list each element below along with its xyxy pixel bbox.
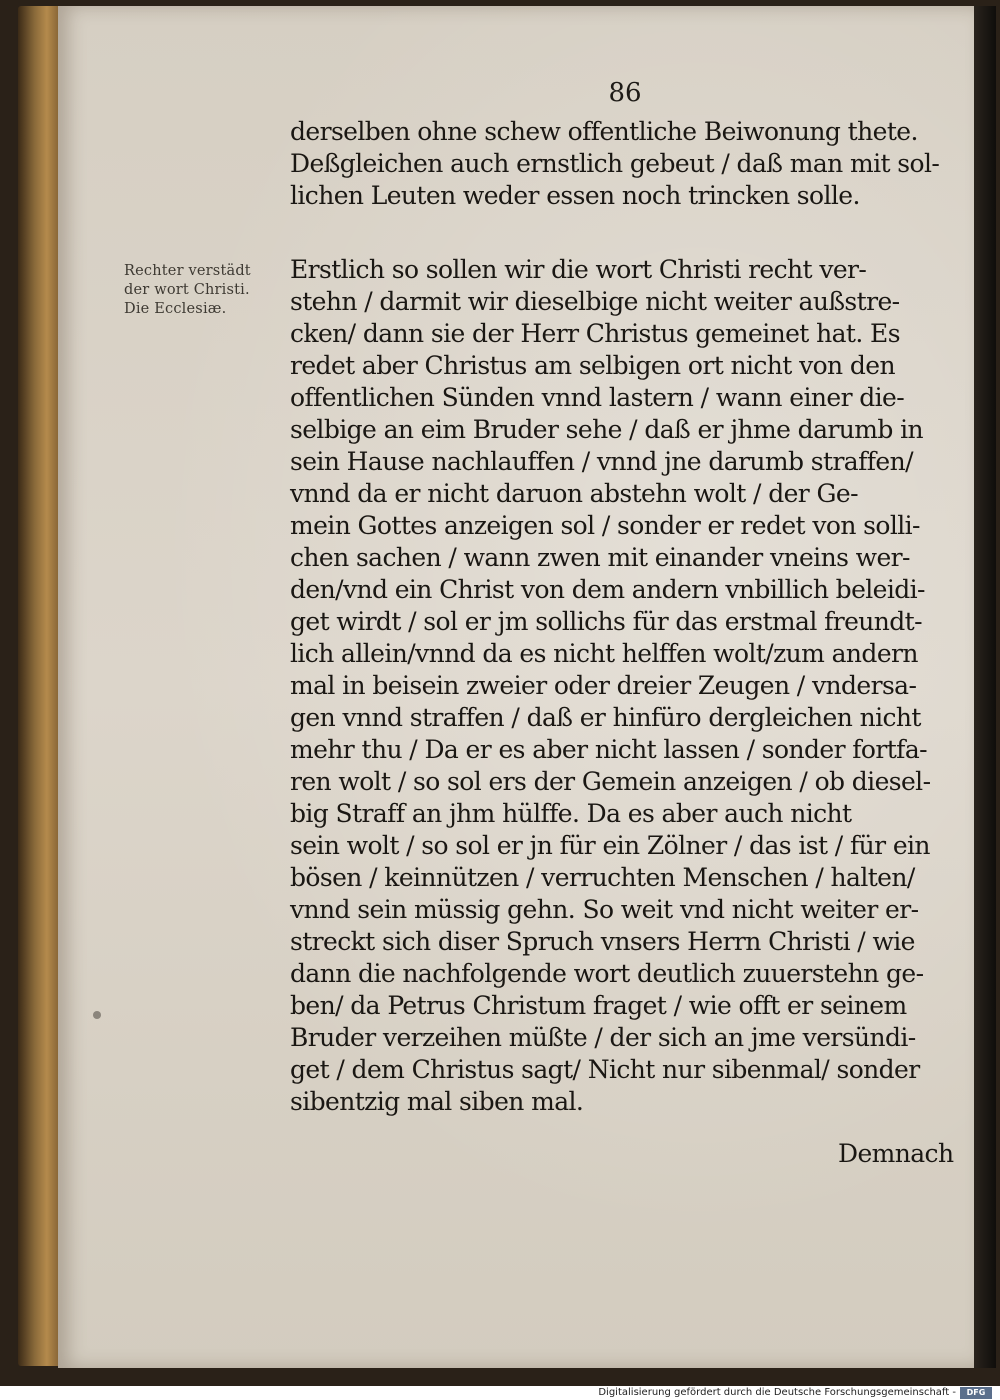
margin-note (124, 262, 294, 319)
text-line: vnnd sein müssig gehn. So weit vnd nicht weiter er- (290, 895, 919, 924)
text-line: get wirdt / sol er jm sollichs für das erstmal freundt- (290, 607, 922, 636)
text-line: lich allein/vnnd da es nicht helffen wolt/zum andern (290, 639, 918, 668)
text-line: sibentzig mal siben mal. (290, 1087, 584, 1116)
margin-note-line: Die Ecclesiæ. (124, 301, 227, 317)
catchword: Demnach (838, 1139, 954, 1168)
text-line: cken/ dann sie der Herr Christus gemeinet hat. Es (290, 319, 900, 348)
text-line: selbige an eim Bruder sehe / daß er jhme darumb in (290, 415, 923, 444)
text-line: stehn / darmit wir dieselbige nicht weiter außstre- (290, 287, 900, 316)
funding-credit: Digitalisierung gefördert durch die Deutsche Forschungsgemeinschaft - (598, 1387, 956, 1398)
text-line: gen vnnd straffen / daß er hinfüro dergleichen nicht (290, 703, 921, 732)
text-line: sein Hause nachlauffen / vnnd jne darumb straffen/ (290, 447, 913, 476)
page-number: 86 (608, 78, 642, 108)
text-line: derselben ohne schew offentliche Beiwonung thete. (290, 117, 918, 146)
text-line: den/vnd ein Christ von dem andern vnbillich beleidi- (290, 575, 925, 604)
text-line: dann die nachfolgende wort deutlich zuuerstehn ge- (290, 959, 924, 988)
text-line: mehr thu / Da er es aber nicht lassen / sonder fortfa- (290, 735, 927, 764)
text-line: sein wolt / so sol er jn für ein Zölner / das ist / für ein (290, 831, 930, 860)
text-line: get / dem Christus sagt/ Nicht nur sibenmal/ sonder (290, 1055, 920, 1084)
text-line: vnnd da er nicht daruon abstehn wolt / der Ge- (290, 479, 858, 508)
margin-note-line: der wort Christi. (124, 282, 250, 298)
text-line: offentlichen Sünden vnnd lastern / wann einer die- (290, 383, 905, 412)
text-line: ren wolt / so sol ers der Gemein anzeigen / ob diesel- (290, 767, 931, 796)
footer-bar (0, 1386, 1000, 1400)
text-line: big Straff an jhm hülffe. Da es aber auch nicht (290, 799, 852, 828)
text-line: Deßgleichen auch ernstlich gebeut / daß man mit sol- (290, 149, 940, 178)
text-line: mal in beisein zweier oder dreier Zeugen / vndersa- (290, 671, 917, 700)
text-line: Bruder verzeihen müßte / der sich an jme versündi- (290, 1023, 916, 1052)
text-line: redet aber Christus am selbigen ort nicht von den (290, 351, 895, 380)
text-line: chen sachen / wann zwen mit einander vneins wer- (290, 543, 910, 572)
margin-note-line: Rechter verstädt (124, 263, 251, 279)
text-line: Erstlich so sollen wir die wort Christi recht ver- (290, 255, 867, 284)
text-line: bösen / keinnützen / verruchten Menschen / halten/ (290, 863, 915, 892)
dfg-logo: DFG (960, 1387, 992, 1399)
text-line: mein Gottes anzeigen sol / sonder er redet von solli- (290, 511, 920, 540)
page-edge-shadow (974, 6, 996, 1368)
text-line: streckt sich diser Spruch vnsers Herrn Christi / wie (290, 927, 915, 956)
paper-speck (93, 1011, 101, 1019)
text-line: ben/ da Petrus Christum fraget / wie offt er seinem (290, 991, 907, 1020)
text-line: lichen Leuten weder essen noch trincken solle. (290, 181, 860, 210)
